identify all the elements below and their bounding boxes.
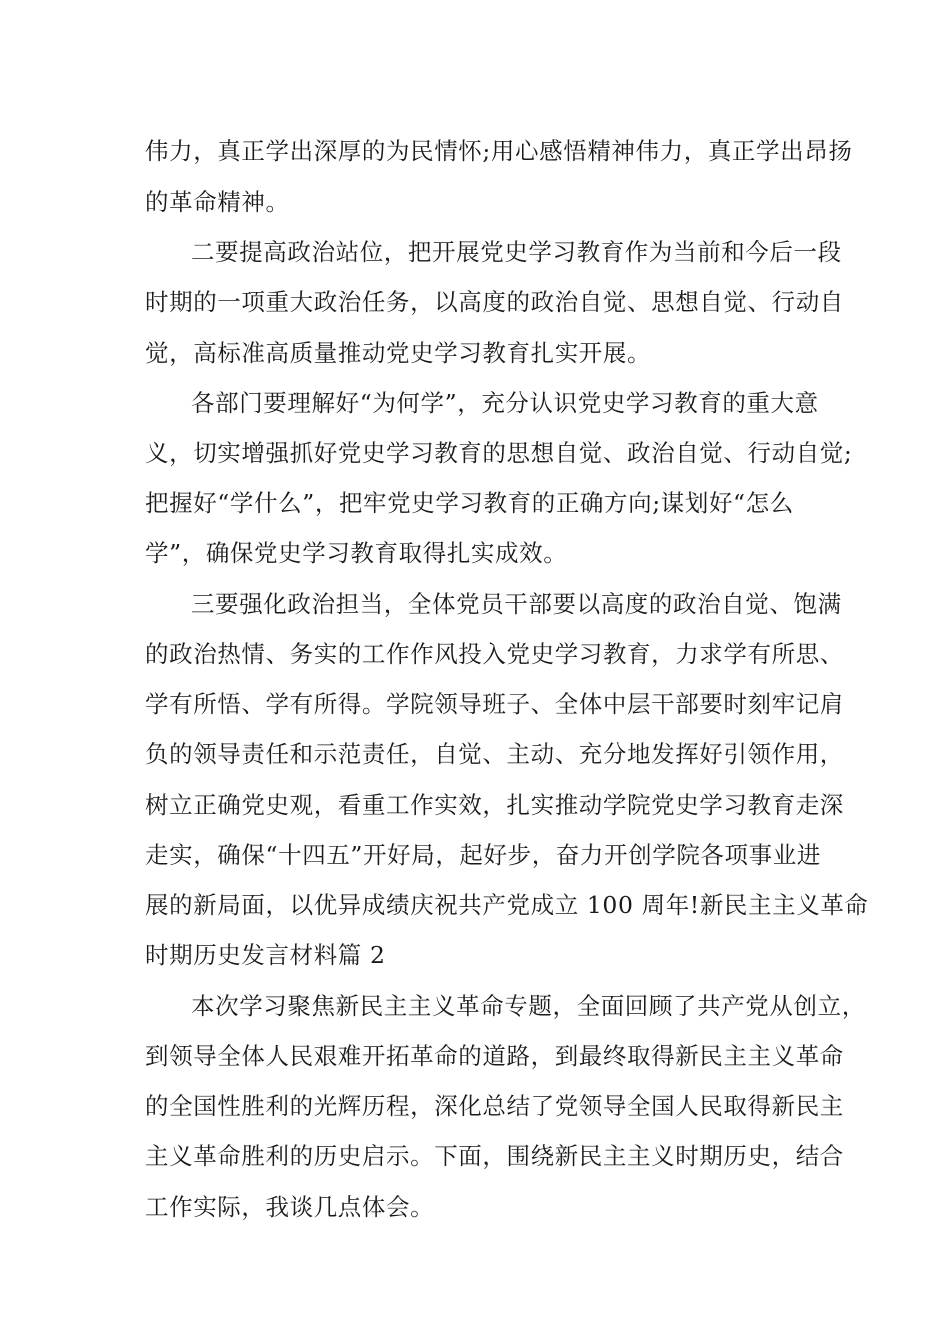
text-line: 觉，高标准高质量推动党史学习教育扎实开展。	[145, 339, 652, 367]
paragraph-first-line: 二要提高政治站位，把开展党史学习教育作为当前和今后一段	[191, 238, 842, 266]
text-line: 学有所悟、学有所得。学院领导班子、全体中层干部要时刻牢记肩	[145, 690, 844, 718]
text-line: 负的领导责任和示范责任，自觉、主动、充分地发挥好引领作用，	[145, 740, 844, 768]
text-line: 主义革命胜利的历史启示。下面，围绕新民主主义时期历史，结合	[145, 1142, 844, 1170]
paragraph-first-line: 三要强化政治担当，全体党员干部要以高度的政治自觉、饱满	[191, 590, 842, 618]
text-line: 的政治热情、务实的工作作风投入党史学习教育，力求学有所思、	[145, 640, 844, 668]
text-line: 伟力，真正学出深厚的为民情怀;用心感悟精神伟力，真正学出昂扬	[145, 137, 853, 165]
text-line: 到领导全体人民艰难开拓革命的道路，到最终取得新民主主义革命	[145, 1042, 844, 1070]
text-line: 时期的一项重大政治任务，以高度的政治自觉、思想自觉、行动自	[145, 288, 844, 316]
text-line: 学”，确保党史学习教育取得扎实成效。	[145, 539, 568, 567]
text-line: 义，切实增强抓好党史学习教育的思想自觉、政治自觉、行动自觉;	[145, 439, 853, 467]
paragraph-first-line: 各部门要理解好“为何学”，充分认识党史学习教育的重大意	[191, 389, 819, 417]
text-line: 工作实际，我谈几点体会。	[145, 1193, 435, 1221]
text-line: 展的新局面，以优异成绩庆祝共产党成立 100 周年!新民主主义革命	[145, 891, 869, 919]
text-line: 走实，确保“十四五”开好局，起好步，奋力开创学院各项事业进	[145, 841, 821, 869]
text-line: 的革命精神。	[145, 188, 290, 216]
section-heading-line: 时期历史发言材料篇 2	[145, 941, 386, 969]
paragraph-first-line: 本次学习聚焦新民主主义革命专题，全面回顾了共产党从创立，	[191, 992, 866, 1020]
text-line: 的全国性胜利的光辉历程，深化总结了党领导全国人民取得新民主	[145, 1092, 844, 1120]
text-line: 把握好“学什么”，把牢党史学习教育的正确方向;谋划好“怎么	[145, 489, 794, 517]
text-line: 树立正确党史观，看重工作实效，扎实推动学院党史学习教育走深	[145, 791, 844, 819]
